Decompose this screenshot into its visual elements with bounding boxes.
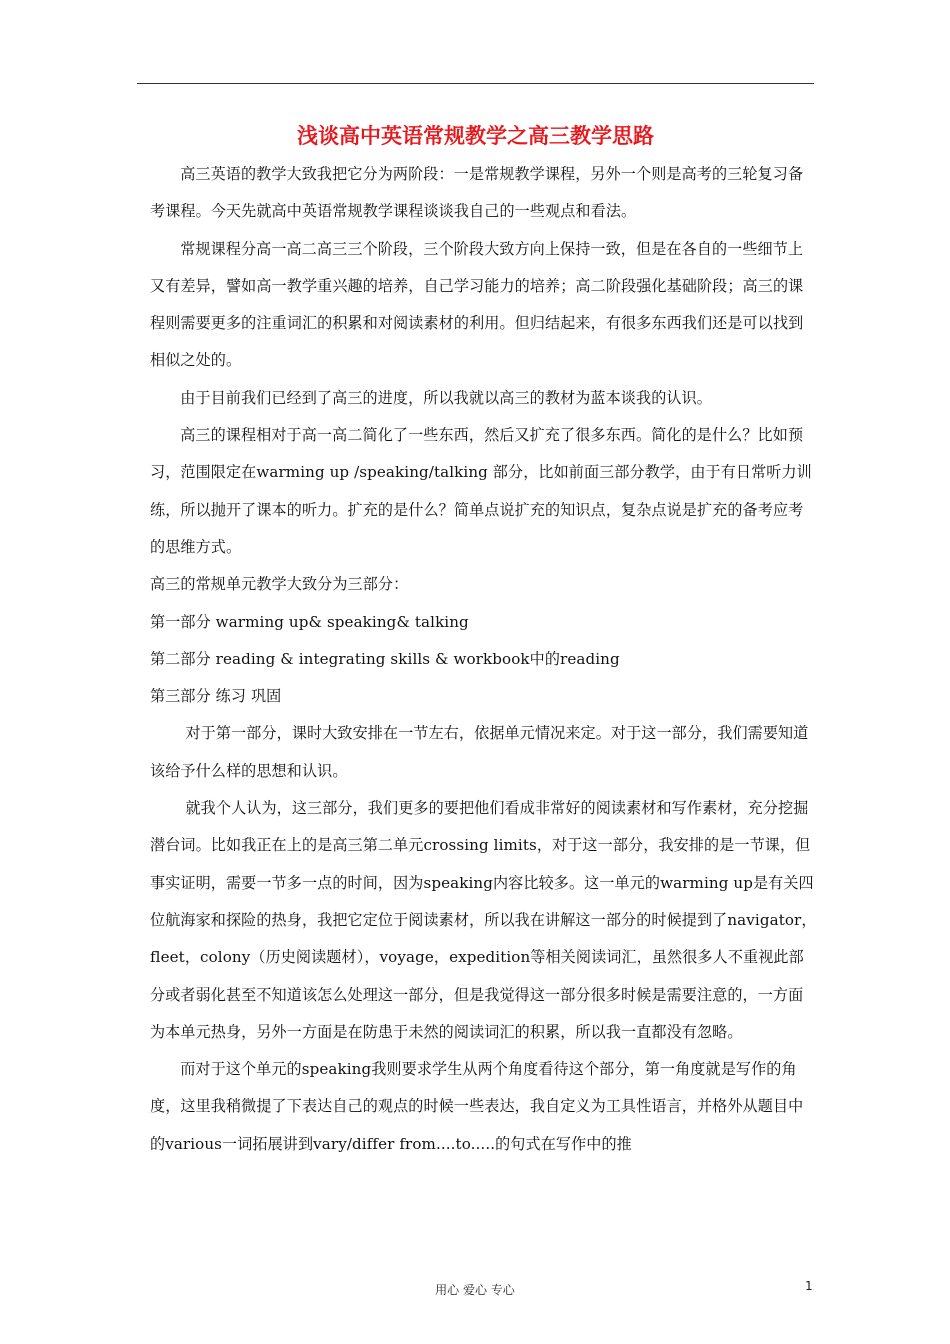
list-item-part-one: 第一部分 warming up& speaking& talking	[150, 612, 469, 631]
list-item-part-two: 第二部分 reading & integrating skills & workbook中的reading	[150, 649, 620, 668]
document-body	[150, 156, 818, 1163]
page-footer: 用心 爱心 专心	[435, 1283, 515, 1297]
header-rule	[137, 83, 814, 84]
paragraph-progress: 由于目前我们已经到了高三的进度，所以我就以高三的教材为蓝本谈我的认识。	[180, 388, 712, 407]
paragraph-part-one: 对于第一部分，课时大致安排在一节左右，依据单元情况来定。对于这一部分，我们需要知道该给予什么样的思想和认识。	[150, 724, 809, 780]
list-item-part-three: 第三部分 练习 巩固	[150, 687, 282, 706]
paragraph-personal-view: 就我个人认为，这三部分，我们更多的要把他们看成非常好的阅读素材和写作素材，充分挖掘潜台词。比如我正在上的是高三第二单元crossing limits，对于这一部分，我安排的是一节课，但事实证明，需要一节多一点的时间，因为speaking内容比较多。这一单元的warming up是有关四位航海家和探险的热身，我把它定位于阅读素材，所以我在讲解这一部分的时候提到了navigator，fleet，colony（历史阅读题材），voyage，expedition等相关阅读词汇，虽然很多人不重视此部分或者弱化甚至不知道该怎么处理这一部分，但是我觉得这一部分很多时候是需要注意的，一方面为本单元热身，另外一方面是在防患于未然的阅读词汇的积累，所以我一直都没有忽略。	[150, 799, 817, 1041]
paragraph-unit-parts: 高三的常规单元教学大致分为三部分：	[150, 575, 409, 594]
paragraph-intro: 高三英语的教学大致我把它分为两阶段：一是常规教学课程，另外一个则是高考的三轮复习备考课程。今天先就高中英语常规教学课程谈谈我自己的一些观点和看法。	[150, 165, 804, 221]
document-title: 浅谈高中英语常规教学之高三教学思路	[297, 124, 654, 148]
paragraph-simplify-expand: 高三的课程相对于高一高二简化了一些东西，然后又扩充了很多东西。简化的是什么？比如预习，范围限定在warming up /speaking/talking 部分，比如前面三部分教学，由于有日常听力训练，所以抛开了课本的听力。扩充的是什么？简单点说扩充的知识点，复杂点说是扩充的备考应考的思维方式。	[150, 426, 812, 556]
paragraph-stages: 常规课程分高一高二高三三个阶段，三个阶段大致方向上保持一致，但是在各自的一些细节上又有差异，譬如高一教学重兴趣的培养，自己学习能力的培养；高二阶段强化基础阶段；高三的课程则需要更多的注重词汇的积累和对阅读素材的利用。但归结起来，有很多东西我们还是可以找到相似之处的。	[150, 239, 804, 370]
page-number: 1	[805, 1279, 813, 1293]
paragraph-speaking: 而对于这个单元的speaking我则要求学生从两个角度看待这个部分，第一角度就是写作的角度，这里我稍微提了下表达自己的观点的时候一些表达，我自定义为工具性语言，并格外从题目中的various一词拓展讲到vary/differ from....to.....的句式在写作中的推	[150, 1060, 804, 1153]
